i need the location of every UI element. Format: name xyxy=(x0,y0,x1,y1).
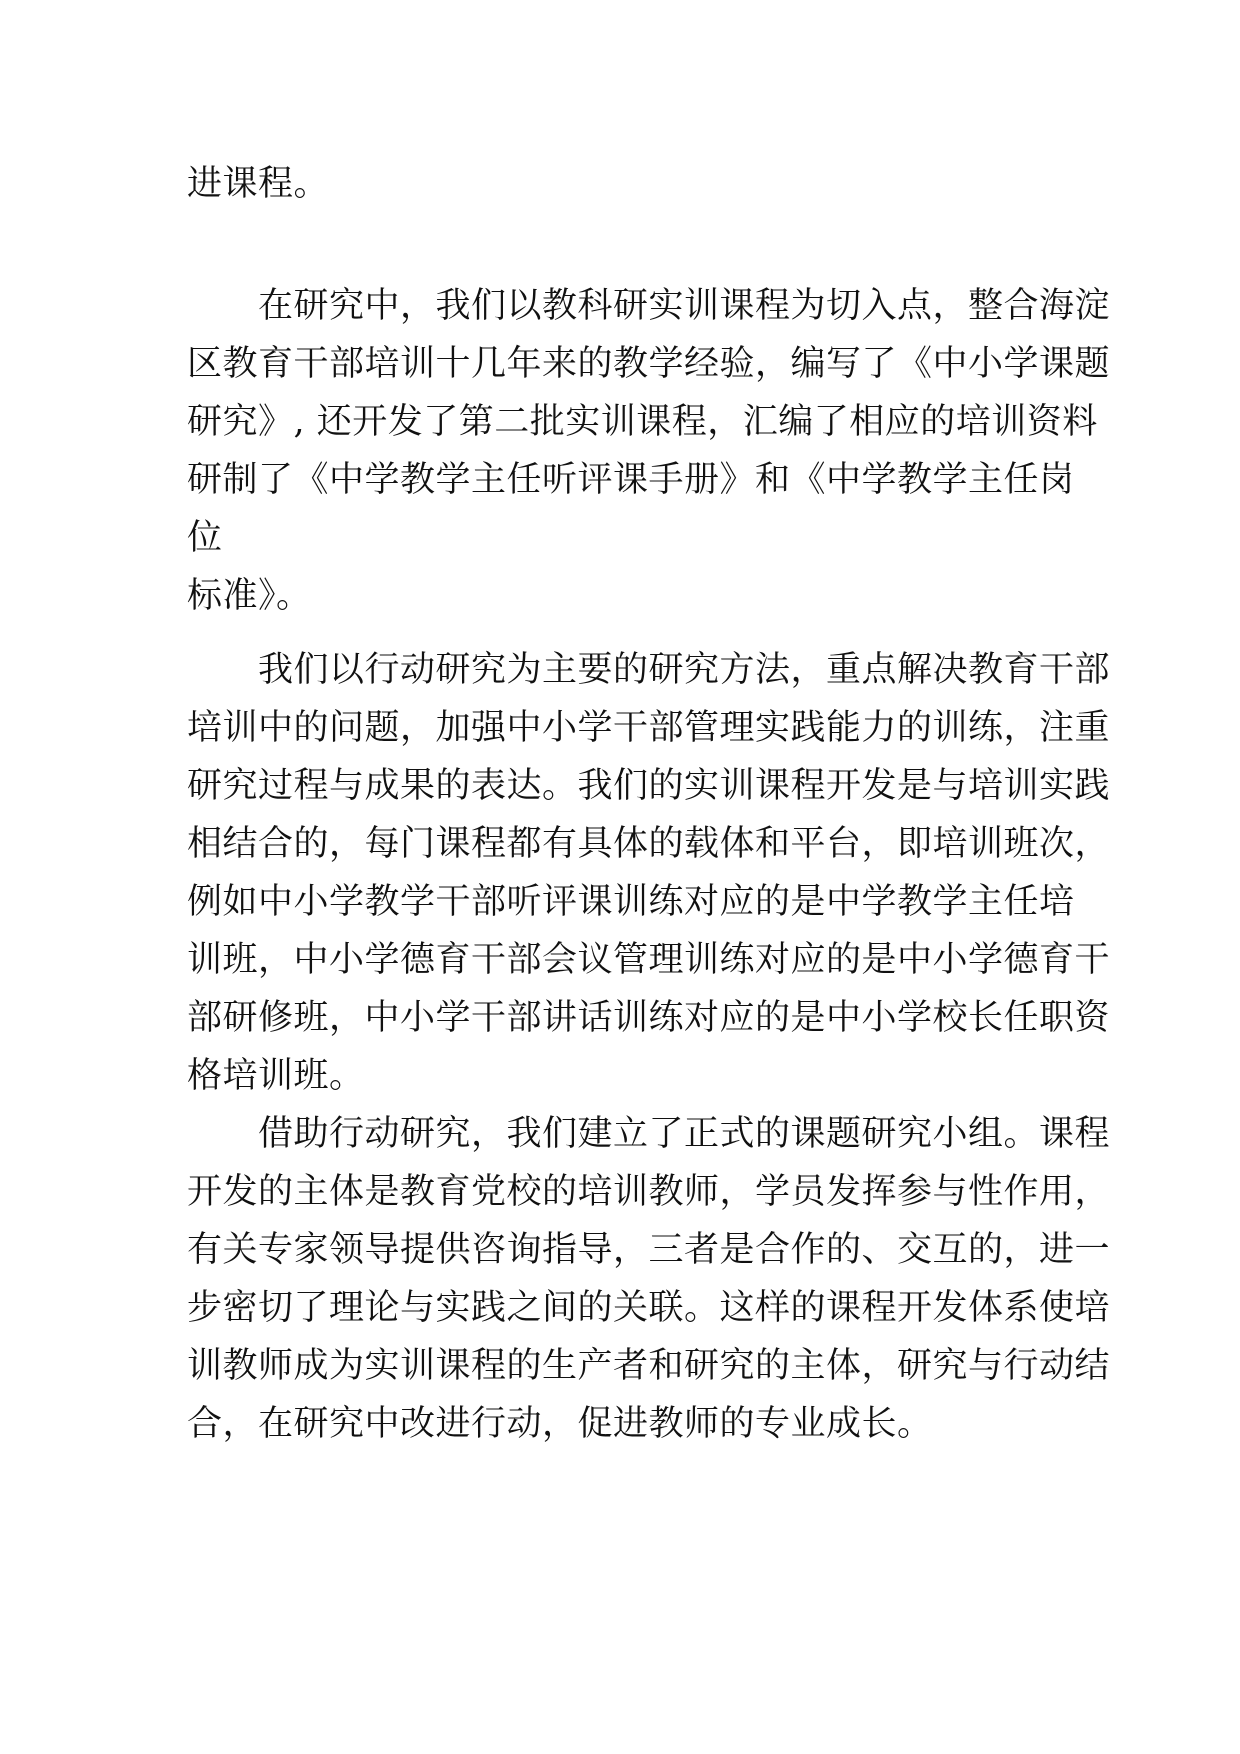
paragraph-line: 格培训班。 xyxy=(187,1056,365,1096)
paragraph-line: 步密切了理论与实践之间的关联。这样的课程开发体系使培 xyxy=(187,1288,1111,1328)
paragraph-line: 研究过程与成果的表达。我们的实训课程开发是与培训实践 xyxy=(187,766,1111,806)
paragraph-line: 部研修班，中小学干部讲话训练对应的是中小学校长任职资 xyxy=(187,998,1111,1038)
paragraph-1 xyxy=(187,155,1067,213)
paragraph-line: 研究》, 还开发了第二批实训课程，汇编了相应的培训资料 xyxy=(187,402,1098,442)
paragraph-line: 区教育干部培训十几年来的教学经验，编写了《中小学课题 xyxy=(187,344,1111,384)
paragraph-line: 借助行动研究，我们建立了正式的课题研究小组。课程 xyxy=(187,1114,1111,1154)
paragraph-3 xyxy=(187,641,1111,1105)
paragraph-line: 训班，中小学德育干部会议管理训练对应的是中小学德育干 xyxy=(187,940,1111,980)
paragraph-line: 在研究中，我们以教科研实训课程为切入点，整合海淀 xyxy=(187,286,1111,326)
paragraph-line: 合，在研究中改进行动，促进教师的专业成长。 xyxy=(187,1404,933,1444)
paragraph-line: 开发的主体是教育党校的培训教师，学员发挥参与性作用， xyxy=(187,1172,1111,1212)
paragraph-line: 有关专家领导提供咨询指导，三者是合作的、交互的，进一 xyxy=(187,1230,1111,1270)
paragraph-line: 相结合的，每门课程都有具体的载体和平台，即培训班次， xyxy=(187,824,1111,864)
paragraph-line: 研制了《中学教学主任听评课手册》和《中学教学主任岗 xyxy=(187,460,1075,500)
paragraph-line: 训教师成为实训课程的生产者和研究的主体，研究与行动结 xyxy=(187,1346,1111,1386)
paragraph-line: 培训中的问题，加强中小学干部管理实践能力的训练，注重 xyxy=(187,708,1111,748)
paragraph-line: 进课程。 xyxy=(187,164,330,204)
paragraph-line: 标准》。 xyxy=(187,576,312,616)
paragraph-line: 位 xyxy=(187,518,223,558)
paragraph-2 xyxy=(187,277,1111,625)
paragraph-4 xyxy=(187,1105,1111,1453)
paragraph-line: 例如中小学教学干部听评课训练对应的是中学教学主任培 xyxy=(187,882,1075,922)
paragraph-line: 我们以行动研究为主要的研究方法，重点解决教育干部 xyxy=(187,650,1111,690)
